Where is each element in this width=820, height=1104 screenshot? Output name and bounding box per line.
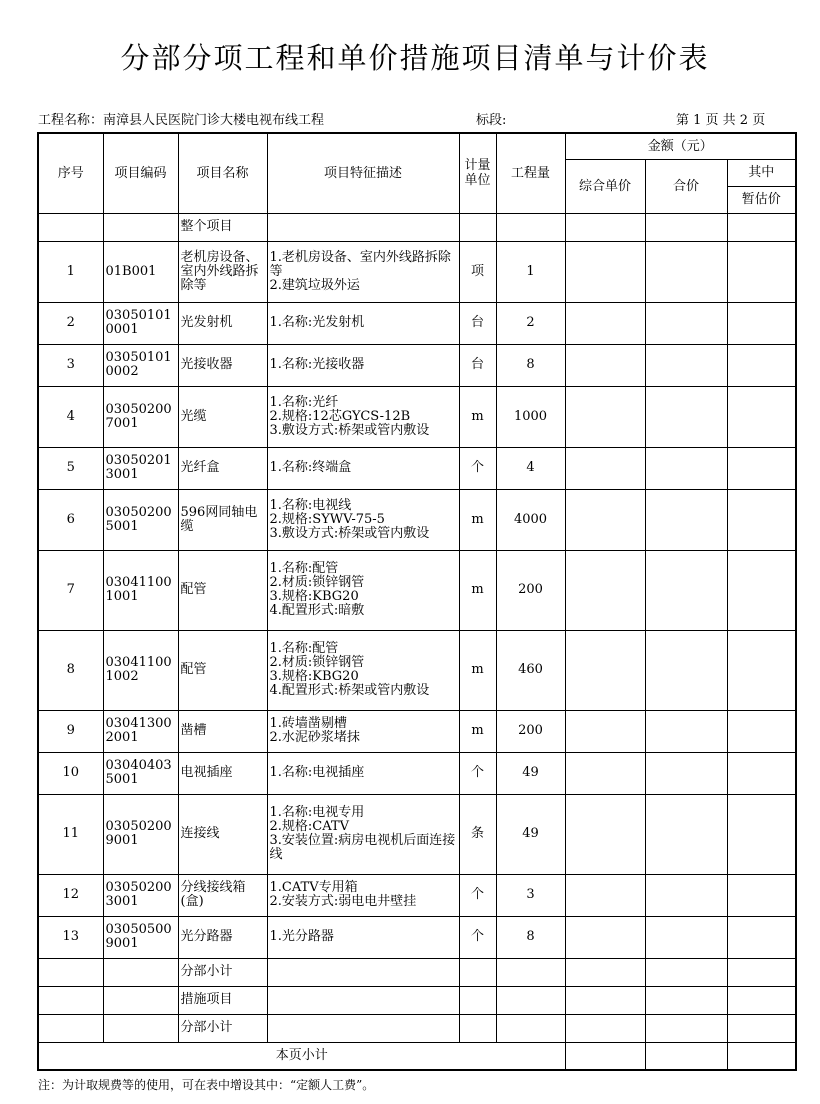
cell-desc: 1.名称:配管 2.材质:锁锌钢管 3.规格:KBG20 4.配置形式:桥架或管内敷设: [267, 630, 459, 710]
cell-desc: 1.名称:终端盒: [267, 447, 459, 489]
cell-unit-price: [565, 916, 645, 958]
cell-seq: 3: [38, 344, 103, 386]
cell-code: 030502013001: [103, 447, 178, 489]
page-number: 第 1 页 共 2 页: [676, 113, 766, 128]
cell-seq: [38, 958, 103, 986]
cell-desc: [267, 958, 459, 986]
cell-unit-price: [565, 986, 645, 1014]
cell-provisional: [727, 213, 796, 241]
header-amount: 金额（元）: [565, 133, 796, 159]
cell-seq: 13: [38, 916, 103, 958]
cell-name: 分线接线箱(盒): [178, 874, 267, 916]
cell-provisional: [727, 489, 796, 550]
cell-qty: 8: [496, 344, 565, 386]
cell-code: 030501010002: [103, 344, 178, 386]
cell-code: 030505009001: [103, 916, 178, 958]
header-qty: 工程量: [496, 133, 565, 213]
cell-code: [103, 213, 178, 241]
cell-code: [103, 1014, 178, 1042]
cell-unit-price: [565, 447, 645, 489]
cell-seq: 5: [38, 447, 103, 489]
cell-unit: 个: [459, 916, 496, 958]
project-name: 工程名称：南漳县人民医院门诊大楼电视布线工程: [38, 113, 325, 128]
cell-name: 596网同轴电缆: [178, 489, 267, 550]
cell-unit: m: [459, 550, 496, 630]
cell-desc: 1.名称:电视插座: [267, 752, 459, 794]
cell-unit-price: [565, 1014, 645, 1042]
cell-name: 电视插座: [178, 752, 267, 794]
cell-unit-price: [565, 752, 645, 794]
cell-unit: 个: [459, 447, 496, 489]
cell-unit-price: [565, 958, 645, 986]
cell-qty: 1000: [496, 386, 565, 447]
cell-provisional: [727, 986, 796, 1014]
cell-seq: 4: [38, 386, 103, 447]
cell-name: 分部小计: [178, 958, 267, 986]
cell-provisional: [727, 916, 796, 958]
cell-desc: 1.老机房设备、室内外线路拆除等 2.建筑垃圾外运: [267, 241, 459, 302]
cell-provisional: [727, 447, 796, 489]
table-row: [38, 241, 796, 302]
cell-desc: 1.名称:配管 2.材质:锁锌钢管 3.规格:KBG20 4.配置形式:暗敷: [267, 550, 459, 630]
table-row: [38, 874, 796, 916]
cell-provisional: [727, 302, 796, 344]
cell-unit-price: [565, 710, 645, 752]
table-row: [38, 710, 796, 752]
cell-provisional: [727, 241, 796, 302]
cell-unit-price: [565, 386, 645, 447]
header-seq: 序号: [38, 133, 103, 213]
cell-seq: 7: [38, 550, 103, 630]
cell-total: [645, 489, 727, 550]
cell-total: [645, 302, 727, 344]
cell-total: [645, 958, 727, 986]
cell-total: [645, 550, 727, 630]
table-row: [38, 752, 796, 794]
table-row: [38, 986, 796, 1014]
cell-desc: 1.CATV专用箱 2.安装方式:弱电电井壁挂: [267, 874, 459, 916]
cell-code: 030502007001: [103, 386, 178, 447]
cell-unit-price: [565, 302, 645, 344]
cell-seq: 8: [38, 630, 103, 710]
cell-total: [645, 874, 727, 916]
bill-table: [37, 132, 797, 1071]
cell-code: 030404035001: [103, 752, 178, 794]
page-total-label: 本页小计: [38, 1042, 565, 1070]
cell-desc: [267, 213, 459, 241]
cell-desc: 1.名称:电视线 2.规格:SYWV-75-5 3.敷设方式:桥架或管内敷设: [267, 489, 459, 550]
cell-name: 老机房设备、室内外线路拆除等: [178, 241, 267, 302]
cell-qty: 49: [496, 752, 565, 794]
cell-unit-price: [565, 1042, 645, 1070]
cell-unit-price: [565, 794, 645, 874]
cell-qty: 4000: [496, 489, 565, 550]
cell-seq: 9: [38, 710, 103, 752]
header-code: 项目编码: [103, 133, 178, 213]
table-row: [38, 386, 796, 447]
cell-total: [645, 213, 727, 241]
cell-unit: [459, 986, 496, 1014]
cell-desc: [267, 1014, 459, 1042]
cell-name: 配管: [178, 550, 267, 630]
cell-total: [645, 752, 727, 794]
cell-seq: 2: [38, 302, 103, 344]
cell-unit-price: [565, 213, 645, 241]
cell-total: [645, 794, 727, 874]
cell-qty: 200: [496, 710, 565, 752]
cell-unit: 个: [459, 874, 496, 916]
cell-code: 030411001002: [103, 630, 178, 710]
cell-qty: 3: [496, 874, 565, 916]
cell-provisional: [727, 794, 796, 874]
table-row: [38, 489, 796, 550]
cell-total: [645, 630, 727, 710]
footnote: 注：为计取规费等的使用，可在表中增设其中：“定额人工费”。: [38, 1078, 375, 1092]
cell-unit-price: [565, 489, 645, 550]
cell-seq: [38, 1014, 103, 1042]
cell-seq: [38, 986, 103, 1014]
cell-code: 030502005001: [103, 489, 178, 550]
cell-code: 030502003001: [103, 874, 178, 916]
cell-provisional: [727, 1014, 796, 1042]
cell-qty: 1: [496, 241, 565, 302]
cell-provisional: [727, 958, 796, 986]
cell-name: 光纤盒: [178, 447, 267, 489]
cell-qty: 460: [496, 630, 565, 710]
cell-name: 整个项目: [178, 213, 267, 241]
header-unit: 计量单位: [459, 133, 496, 213]
cell-code: 030413002001: [103, 710, 178, 752]
cell-unit: [459, 213, 496, 241]
cell-total: [645, 1042, 727, 1070]
header-desc: 项目特征描述: [267, 133, 459, 213]
cell-unit-price: [565, 630, 645, 710]
cell-seq: 11: [38, 794, 103, 874]
page-title: 分部分项工程和单价措施项目清单与计价表: [120, 41, 710, 75]
cell-desc: [267, 986, 459, 1014]
cell-name: 凿槽: [178, 710, 267, 752]
cell-unit: 个: [459, 752, 496, 794]
cell-name: 光发射机: [178, 302, 267, 344]
table-row: [38, 916, 796, 958]
table-row: [38, 958, 796, 986]
cell-qty: [496, 958, 565, 986]
cell-seq: [38, 213, 103, 241]
cell-qty: 4: [496, 447, 565, 489]
cell-unit: m: [459, 386, 496, 447]
cell-name: 分部小计: [178, 1014, 267, 1042]
table-row: [38, 1014, 796, 1042]
cell-total: [645, 986, 727, 1014]
segment-label: 标段:: [476, 113, 507, 128]
table-row: [38, 344, 796, 386]
cell-code: [103, 958, 178, 986]
cell-code: 030411001001: [103, 550, 178, 630]
table-row: [38, 447, 796, 489]
cell-total: [645, 710, 727, 752]
cell-qty: 49: [496, 794, 565, 874]
table-row: [38, 794, 796, 874]
cell-total: [645, 241, 727, 302]
cell-qty: 200: [496, 550, 565, 630]
cell-name: 连接线: [178, 794, 267, 874]
cell-total: [645, 386, 727, 447]
cell-unit-price: [565, 241, 645, 302]
cell-name: 配管: [178, 630, 267, 710]
cell-provisional: [727, 710, 796, 752]
cell-code: [103, 986, 178, 1014]
cell-qty: [496, 986, 565, 1014]
cell-desc: 1.名称:光发射机: [267, 302, 459, 344]
cell-name: 光缆: [178, 386, 267, 447]
cell-provisional: [727, 630, 796, 710]
cell-total: [645, 447, 727, 489]
cell-total: [645, 1014, 727, 1042]
cell-code: 030501010001: [103, 302, 178, 344]
cell-total: [645, 344, 727, 386]
cell-name: 措施项目: [178, 986, 267, 1014]
cell-provisional: [727, 1042, 796, 1070]
cell-code: 030502009001: [103, 794, 178, 874]
cell-unit: m: [459, 489, 496, 550]
cell-desc: 1.砖墙凿剔槽 2.水泥砂浆堵抹: [267, 710, 459, 752]
table-row: [38, 630, 796, 710]
cell-qty: [496, 1014, 565, 1042]
cell-seq: 12: [38, 874, 103, 916]
cell-provisional: [727, 752, 796, 794]
cell-provisional: [727, 344, 796, 386]
cell-unit: m: [459, 710, 496, 752]
cell-total: [645, 916, 727, 958]
cell-desc: 1.名称:光接收器: [267, 344, 459, 386]
cell-desc: 1.名称:光纤 2.规格:12芯GYCS-12B 3.敷设方式:桥架或管内敷设: [267, 386, 459, 447]
cell-unit: m: [459, 630, 496, 710]
cell-name: 光接收器: [178, 344, 267, 386]
cell-unit: 项: [459, 241, 496, 302]
cell-seq: 6: [38, 489, 103, 550]
cell-seq: 1: [38, 241, 103, 302]
cell-seq: 10: [38, 752, 103, 794]
page-total-row: [38, 1042, 796, 1070]
cell-unit: 台: [459, 344, 496, 386]
header-among: 其中: [727, 159, 796, 186]
cell-desc: 1.光分路器: [267, 916, 459, 958]
table-row: [38, 302, 796, 344]
cell-unit: 台: [459, 302, 496, 344]
cell-provisional: [727, 550, 796, 630]
cell-qty: 8: [496, 916, 565, 958]
cell-qty: 2: [496, 302, 565, 344]
cell-desc: 1.名称:电视专用 2.规格:CATV 3.安装位置:病房电视机后面连接线: [267, 794, 459, 874]
cell-provisional: [727, 874, 796, 916]
table-row: [38, 550, 796, 630]
header-name: 项目名称: [178, 133, 267, 213]
header-provisional: 暂估价: [727, 186, 796, 213]
cell-unit-price: [565, 550, 645, 630]
cell-unit: [459, 958, 496, 986]
cell-code: 01B001: [103, 241, 178, 302]
cell-provisional: [727, 386, 796, 447]
cell-unit: [459, 1014, 496, 1042]
header-unit-price: 综合单价: [565, 159, 645, 213]
cell-name: 光分路器: [178, 916, 267, 958]
cell-unit-price: [565, 874, 645, 916]
cell-unit-price: [565, 344, 645, 386]
cell-qty: [496, 213, 565, 241]
table-row: [38, 213, 796, 241]
header-total: 合价: [645, 159, 727, 213]
cell-unit: 条: [459, 794, 496, 874]
